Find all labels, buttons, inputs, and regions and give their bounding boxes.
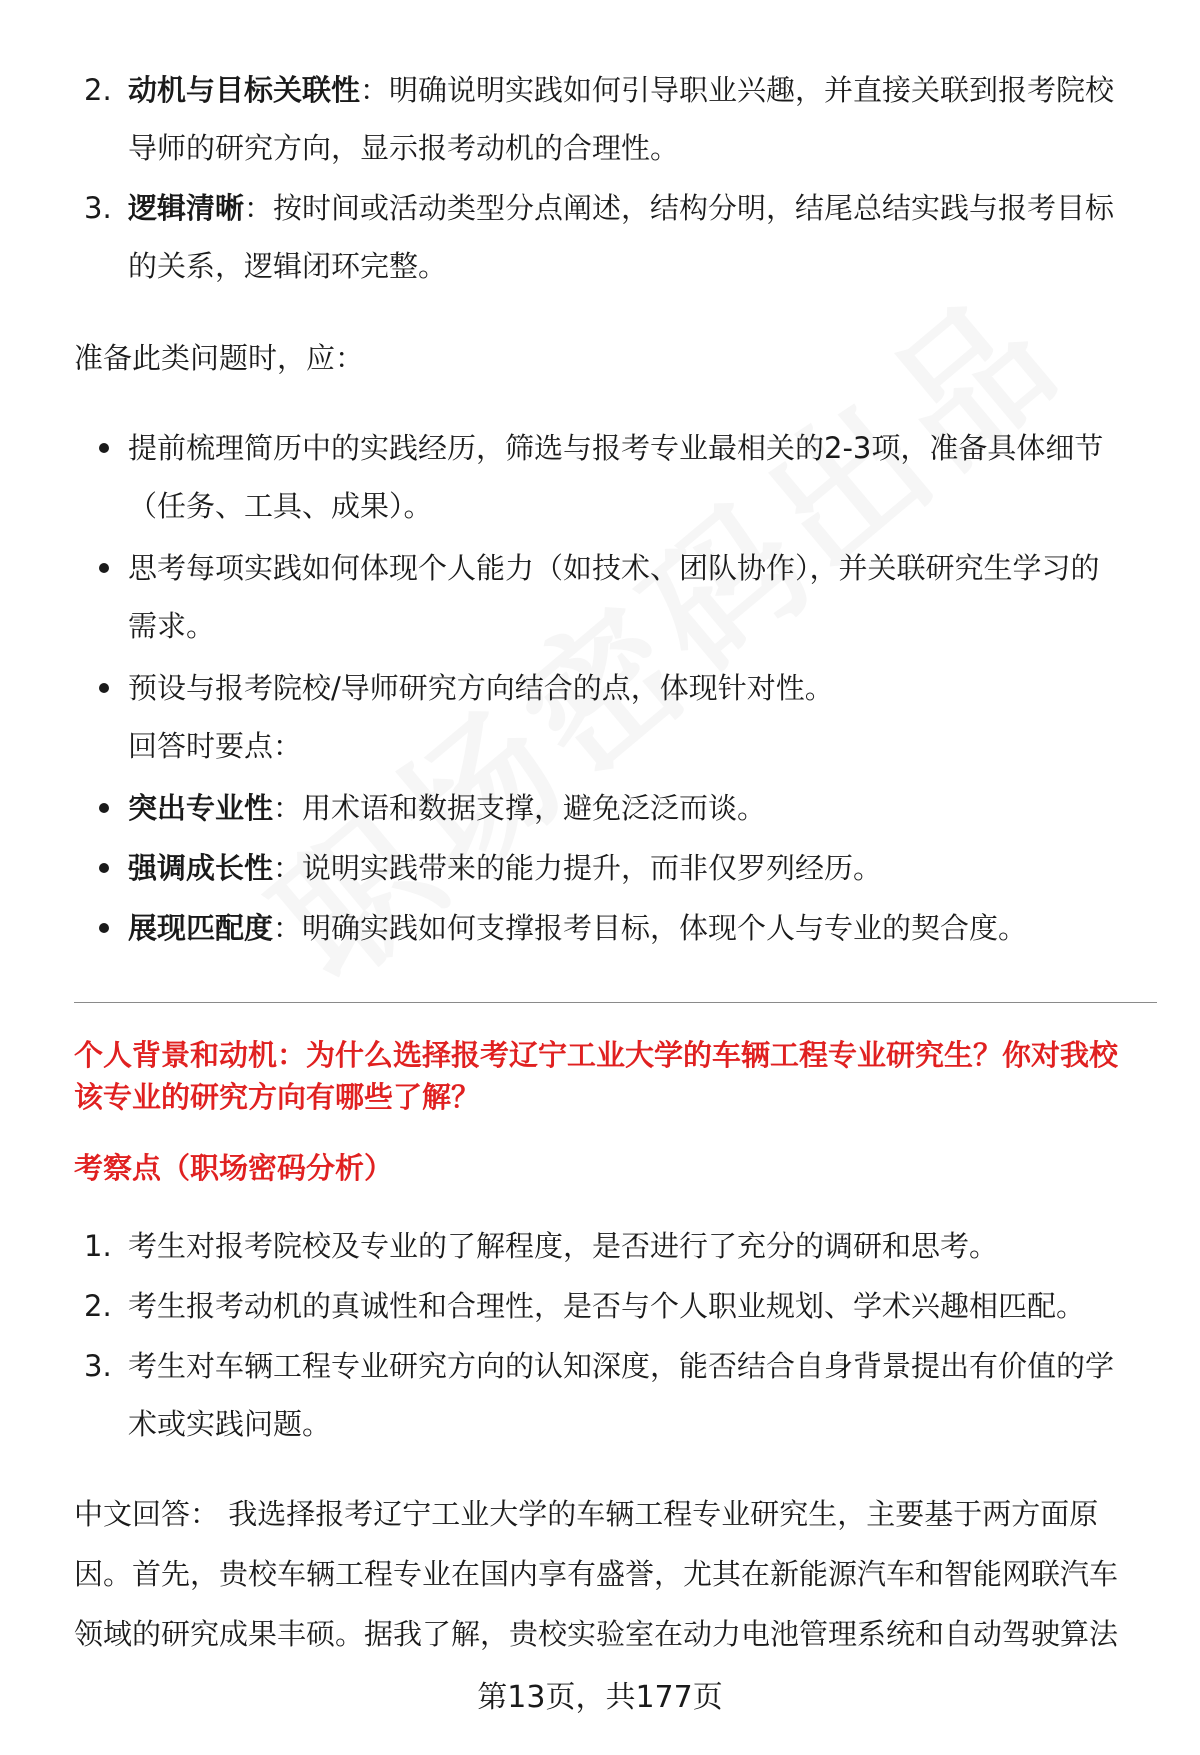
bullet-dot xyxy=(99,923,109,933)
answer-point-title: 强调成长性 xyxy=(128,851,274,885)
bullet-text: 提前梳理简历中的实践经历，筛选与报考专业最相关的2-3项，准备具体细节 xyxy=(128,431,1104,465)
list-item-title: 逻辑清晰 xyxy=(128,191,245,225)
list-item-text: 考生对报考院校及专业的了解程度，是否进行了充分的调研和思考。 xyxy=(128,1229,999,1263)
answer-point-text: ：明确实践如何支撑报考目标，体现个人与专业的契合度。 xyxy=(273,911,1028,945)
list-item-text: 考生报考动机的真诚性和合理性，是否与个人职业规划、学术兴趣相匹配。 xyxy=(128,1289,1086,1323)
answer-point-title: 展现匹配度 xyxy=(128,911,274,945)
page-footer: 第13页，共177页 xyxy=(477,1680,723,1715)
list-number: 3. xyxy=(84,1349,112,1383)
list-item-title: 动机与目标关联性 xyxy=(128,73,361,107)
bullet-dot xyxy=(99,803,109,813)
bullet-text: （任务、工具、成果）。 xyxy=(128,489,433,523)
answer-paragraph-line: 领域的研究成果丰硕。据我了解，贵校实验室在动力电池管理系统和自动驾驶算法 xyxy=(74,1617,1119,1651)
answer-paragraph-line: 中文回答： 我选择报考辽宁工业大学的车辆工程专业研究生，主要基于两方面原 xyxy=(74,1497,1099,1531)
list-number: 1. xyxy=(84,1229,112,1263)
bullet-text: 预设与报考院校/导师研究方向结合的点，体现针对性。 xyxy=(128,671,834,705)
bullet-dot xyxy=(99,443,109,453)
examine-heading: 考察点（职场密码分析） xyxy=(74,1151,394,1185)
prep-intro: 准备此类问题时，应： xyxy=(74,341,365,375)
list-item-text: 的关系，逻辑闭环完整。 xyxy=(128,249,448,283)
list-item xyxy=(128,70,1114,110)
answer-paragraph-line: 因。首先，贵校车辆工程专业在国内享有盛誉，尤其在新能源汽车和智能网联汽车 xyxy=(74,1557,1119,1591)
answer-point xyxy=(128,908,1027,948)
question-heading: 个人背景和动机：为什么选择报考辽宁工业大学的车辆工程专业研究生？你对我校 xyxy=(74,1038,1119,1072)
list-number: 2. xyxy=(84,73,112,107)
list-number: 2. xyxy=(84,1289,112,1323)
answer-points-label: 回答时要点： xyxy=(128,729,303,763)
answer-point xyxy=(128,788,766,828)
answer-point-text: ：说明实践带来的能力提升，而非仅罗列经历。 xyxy=(273,851,883,885)
bullet-dot xyxy=(99,863,109,873)
list-number: 3. xyxy=(84,191,112,225)
answer-point xyxy=(128,848,882,888)
section-divider xyxy=(74,1002,1157,1003)
list-item xyxy=(128,188,1114,228)
list-item-text: 导师的研究方向，显示报考动机的合理性。 xyxy=(128,131,680,165)
question-heading: 该专业的研究方向有哪些了解？ xyxy=(74,1080,481,1114)
bullet-dot xyxy=(99,563,109,573)
answer-point-title: 突出专业性 xyxy=(128,791,274,825)
list-item-text: ：按时间或活动类型分点阐述，结构分明，结尾总结实践与报考目标 xyxy=(244,191,1115,225)
list-item-text: ：明确说明实践如何引导职业兴趣，并直接关联到报考院校 xyxy=(360,73,1115,107)
bullet-text: 思考每项实践如何体现个人能力（如技术、团队协作），并关联研究生学习的 xyxy=(128,551,1100,585)
bullet-text: 需求。 xyxy=(128,609,216,643)
list-item-text: 术或实践问题。 xyxy=(128,1407,332,1441)
list-item-text: 考生对车辆工程专业研究方向的认知深度，能否结合自身背景提出有价值的学 xyxy=(128,1349,1115,1383)
answer-point-text: ：用术语和数据支撑，避免泛泛而谈。 xyxy=(273,791,767,825)
bullet-dot xyxy=(99,683,109,693)
